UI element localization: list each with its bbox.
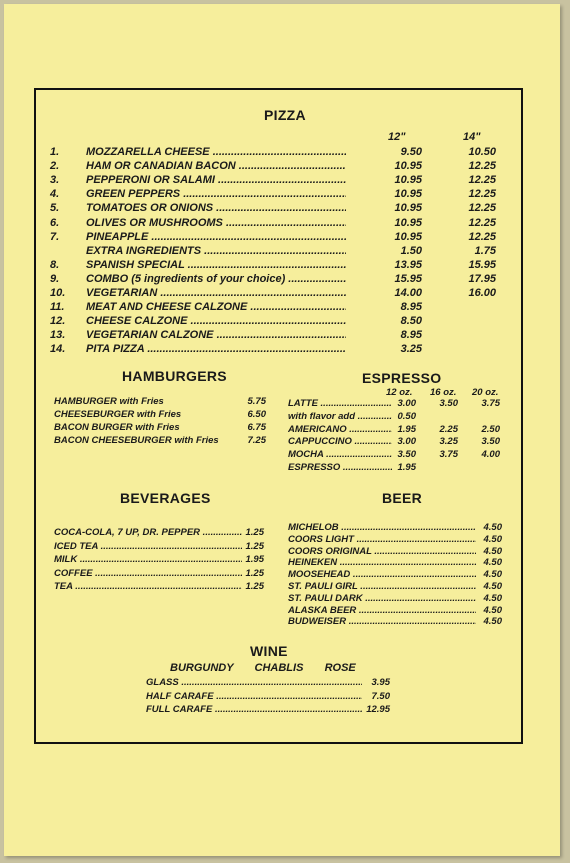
beer-name: ST. PAULI GIRL ..... xyxy=(288,581,476,592)
espresso-price-16: 3.25 xyxy=(439,436,458,448)
pizza-item-name: EXTRA INGREDIENTS ..... xyxy=(86,245,346,257)
pizza-price-14: 12.25 xyxy=(468,160,496,173)
espresso-item xyxy=(288,398,416,409)
espresso-price-16: 2.25 xyxy=(439,423,458,435)
pizza-price-14: 12.25 xyxy=(468,188,496,201)
espresso-price-20: 3.75 xyxy=(481,398,500,409)
pizza-item-name: CHEESE CALZONE ..... xyxy=(86,315,346,327)
beverage-name: ICED TEA ..... xyxy=(54,541,242,552)
beer-name: HEINEKEN ..... xyxy=(288,557,476,568)
hamburger-name: BACON CHEESEBURGER with Fries xyxy=(54,435,219,446)
beverage-name: MILK ..... xyxy=(54,554,242,565)
pizza-item xyxy=(50,315,346,327)
espresso-price-16: 3.75 xyxy=(439,449,458,461)
pizza-item xyxy=(50,259,346,271)
pizza-price-14: 12.25 xyxy=(468,230,496,243)
beverage-item xyxy=(54,554,264,565)
beer-name: COORS ORIGINAL ..... xyxy=(288,546,476,557)
pizza-item xyxy=(50,217,346,229)
pizza-item-number: 2. xyxy=(50,160,60,173)
hamburger-price: 7.25 xyxy=(247,435,266,446)
pizza-price-12: 10.95 xyxy=(394,188,422,201)
espresso-price-12: 0.50 xyxy=(397,410,416,422)
beverage-item xyxy=(54,568,264,579)
beer-item xyxy=(288,569,502,580)
pizza-item-name: HAM OR CANADIAN BACON ..... xyxy=(86,160,346,172)
wine-types: BURGUNDY CHABLIS ROSE xyxy=(170,662,356,674)
espresso-price-20: 4.00 xyxy=(481,449,500,461)
pizza-price-12: 15.95 xyxy=(394,272,422,285)
pizza-item-name: VEGETARIAN CALZONE ..... xyxy=(86,329,346,341)
beer-item xyxy=(288,546,502,557)
hamburger-price: 5.75 xyxy=(247,396,266,407)
pizza-price-12: 14.00 xyxy=(394,287,422,299)
espresso-size-12: 12 oz. xyxy=(386,387,413,398)
pizza-price-12: 3.25 xyxy=(400,343,422,356)
hamburger-item xyxy=(54,435,266,446)
pizza-item-number: 12. xyxy=(50,315,66,328)
espresso-price-12: 3.50 xyxy=(397,449,416,461)
beverages-title: BEVERAGES xyxy=(120,490,211,506)
pizza-item xyxy=(50,287,346,299)
wine-price: 7.50 xyxy=(371,690,390,702)
espresso-price-20: 2.50 xyxy=(481,423,500,435)
beverage-item xyxy=(54,581,264,592)
beer-price: 4.50 xyxy=(483,616,502,628)
pizza-item-name: VEGETARIAN ..... xyxy=(86,287,346,299)
pizza-item-number: 13. xyxy=(50,329,66,342)
pizza-price-14: 16.00 xyxy=(468,287,496,299)
hamburger-item xyxy=(54,409,266,420)
pizza-item xyxy=(50,160,346,172)
pizza-col-14: 14" xyxy=(463,131,481,143)
espresso-price-12: 1.95 xyxy=(397,423,416,435)
pizza-item-number: 8. xyxy=(50,258,60,271)
beverage-item xyxy=(54,541,264,552)
espresso-name: AMERICANO ..... xyxy=(288,424,392,435)
pizza-item xyxy=(50,231,346,243)
hamburger-name: HAMBURGER with Fries xyxy=(54,396,164,407)
pizza-price-12: 9.50 xyxy=(400,146,422,158)
beverage-price: 1.25 xyxy=(245,567,264,579)
beer-price: 4.50 xyxy=(483,522,502,533)
espresso-price-12: 3.00 xyxy=(397,436,416,448)
pizza-price-14: 1.75 xyxy=(474,244,496,257)
beer-name: ALASKA BEER ..... xyxy=(288,605,476,616)
pizza-price-12: 10.95 xyxy=(394,216,422,229)
beverage-name: COFFEE ..... xyxy=(54,568,242,579)
beer-name: ST. PAULI DARK ..... xyxy=(288,593,476,604)
beverage-price: 1.25 xyxy=(245,581,264,593)
pizza-item-number: 7. xyxy=(50,230,60,243)
pizza-item-name: PEPPERONI OR SALAMI ..... xyxy=(86,174,346,186)
pizza-item-number: 10. xyxy=(50,287,66,299)
beer-item xyxy=(288,534,502,545)
beer-title: BEER xyxy=(382,490,423,506)
hamburgers-title: HAMBURGERS xyxy=(122,368,227,384)
hamburger-name: CHEESEBURGER with Fries xyxy=(54,409,182,420)
pizza-price-14: 15.95 xyxy=(468,258,496,271)
beer-price: 4.50 xyxy=(483,581,502,592)
pizza-item-name: PITA PIZZA ..... xyxy=(86,343,346,355)
pizza-item-number: 4. xyxy=(50,188,60,201)
pizza-price-12: 10.95 xyxy=(394,174,422,187)
pizza-price-14: 10.50 xyxy=(468,146,496,158)
beverage-price: 1.25 xyxy=(245,527,264,538)
espresso-item xyxy=(288,424,416,435)
beer-price: 4.50 xyxy=(483,545,502,557)
pizza-price-14: 12.25 xyxy=(468,174,496,187)
beverage-name: TEA ..... xyxy=(54,581,242,592)
beverage-price: 1.95 xyxy=(245,554,264,566)
beer-item xyxy=(288,581,502,592)
pizza-item-name: MOZZARELLA CHEESE ..... xyxy=(86,146,346,158)
pizza-item xyxy=(50,202,346,214)
menu-page xyxy=(4,4,560,856)
espresso-price-12: 3.00 xyxy=(397,398,416,409)
espresso-item xyxy=(288,411,416,422)
espresso-price-16: 3.50 xyxy=(439,398,458,409)
beer-item xyxy=(288,616,502,627)
beer-item xyxy=(288,522,502,533)
pizza-item xyxy=(50,245,346,257)
espresso-name: with flavor add ..... xyxy=(288,411,392,422)
beer-price: 4.50 xyxy=(483,569,502,581)
espresso-name: CAPPUCCINO ..... xyxy=(288,436,392,447)
beer-price: 4.50 xyxy=(483,592,502,604)
espresso-size-16: 16 oz. xyxy=(430,387,457,398)
espresso-name: LATTE ..... xyxy=(288,398,392,409)
beer-item xyxy=(288,557,502,568)
beer-price: 4.50 xyxy=(483,604,502,616)
pizza-item xyxy=(50,343,346,355)
wine-name: GLASS ..... xyxy=(146,677,362,688)
beer-price: 4.50 xyxy=(483,533,502,545)
pizza-item-number: 9. xyxy=(50,272,60,285)
espresso-title: ESPRESSO xyxy=(362,370,442,386)
espresso-name: ESPRESSO ..... xyxy=(288,462,392,473)
beverage-item xyxy=(54,527,264,538)
pizza-price-12: 10.95 xyxy=(394,160,422,173)
wine-item xyxy=(146,691,390,702)
hamburger-price: 6.50 xyxy=(247,409,266,420)
beverage-name: COCA-COLA, 7 UP, DR. PEPPER ..... xyxy=(54,527,242,538)
pizza-item xyxy=(50,329,346,341)
beer-item xyxy=(288,605,502,616)
pizza-price-14: 17.95 xyxy=(468,272,496,285)
pizza-item-number: 5. xyxy=(50,202,60,215)
wine-price: 3.95 xyxy=(371,677,390,688)
espresso-item xyxy=(288,449,416,460)
espresso-price-20: 3.50 xyxy=(481,436,500,448)
pizza-col-12: 12" xyxy=(388,131,406,143)
pizza-item xyxy=(50,301,346,313)
pizza-item-name: SPANISH SPECIAL ..... xyxy=(86,259,346,271)
espresso-item xyxy=(288,436,416,447)
menu-frame xyxy=(34,88,523,744)
pizza-item-name: OLIVES OR MUSHROOMS ..... xyxy=(86,217,346,229)
pizza-item xyxy=(50,174,346,186)
hamburger-price: 6.75 xyxy=(247,422,266,433)
wine-name: FULL CARAFE ..... xyxy=(146,704,362,715)
beer-price: 4.50 xyxy=(483,557,502,569)
hamburger-item xyxy=(54,396,266,407)
beer-item xyxy=(288,593,502,604)
wine-item xyxy=(146,704,390,715)
hamburger-item xyxy=(54,422,266,433)
pizza-price-14: 12.25 xyxy=(468,216,496,229)
pizza-item-number: 6. xyxy=(50,216,60,229)
beer-name: MICHELOB ..... xyxy=(288,522,476,533)
pizza-price-12: 8.95 xyxy=(400,329,422,342)
espresso-size-20: 20 oz. xyxy=(472,387,499,398)
pizza-price-12: 8.95 xyxy=(400,301,422,314)
pizza-price-14: 12.25 xyxy=(468,202,496,215)
pizza-item-number: 14. xyxy=(50,343,66,356)
pizza-item-name: MEAT AND CHEESE CALZONE ..... xyxy=(86,301,346,313)
pizza-title: PIZZA xyxy=(264,107,306,123)
beer-name: COORS LIGHT ..... xyxy=(288,534,476,545)
wine-name: HALF CARAFE ..... xyxy=(146,691,362,702)
wine-title: WINE xyxy=(250,643,288,659)
espresso-item xyxy=(288,462,416,473)
pizza-item xyxy=(50,273,346,285)
espresso-name: MOCHA ..... xyxy=(288,449,392,460)
pizza-item-name: PINEAPPLE ..... xyxy=(86,231,346,243)
pizza-price-12: 10.95 xyxy=(394,202,422,215)
pizza-item xyxy=(50,146,346,158)
espresso-price-12: 1.95 xyxy=(397,462,416,473)
pizza-item-name: GREEN PEPPERS ..... xyxy=(86,188,346,200)
pizza-price-12: 1.50 xyxy=(400,244,422,257)
pizza-item-name: COMBO (5 ingredients of your choice) ..... xyxy=(86,273,346,285)
pizza-item-name: TOMATOES OR ONIONS ..... xyxy=(86,202,346,214)
pizza-item-number: 3. xyxy=(50,174,60,187)
pizza-item xyxy=(50,188,346,200)
hamburger-name: BACON BURGER with Fries xyxy=(54,422,180,433)
pizza-price-12: 13.95 xyxy=(394,258,422,271)
pizza-price-12: 10.95 xyxy=(394,230,422,243)
wine-price: 12.95 xyxy=(366,704,390,715)
beverage-price: 1.25 xyxy=(245,540,264,552)
pizza-item-number: 11. xyxy=(50,301,65,314)
beer-name: BUDWEISER ..... xyxy=(288,616,476,627)
wine-item xyxy=(146,677,390,688)
pizza-item-number: 1. xyxy=(50,146,60,158)
pizza-price-12: 8.50 xyxy=(400,315,422,328)
beer-name: MOOSEHEAD ..... xyxy=(288,569,476,580)
